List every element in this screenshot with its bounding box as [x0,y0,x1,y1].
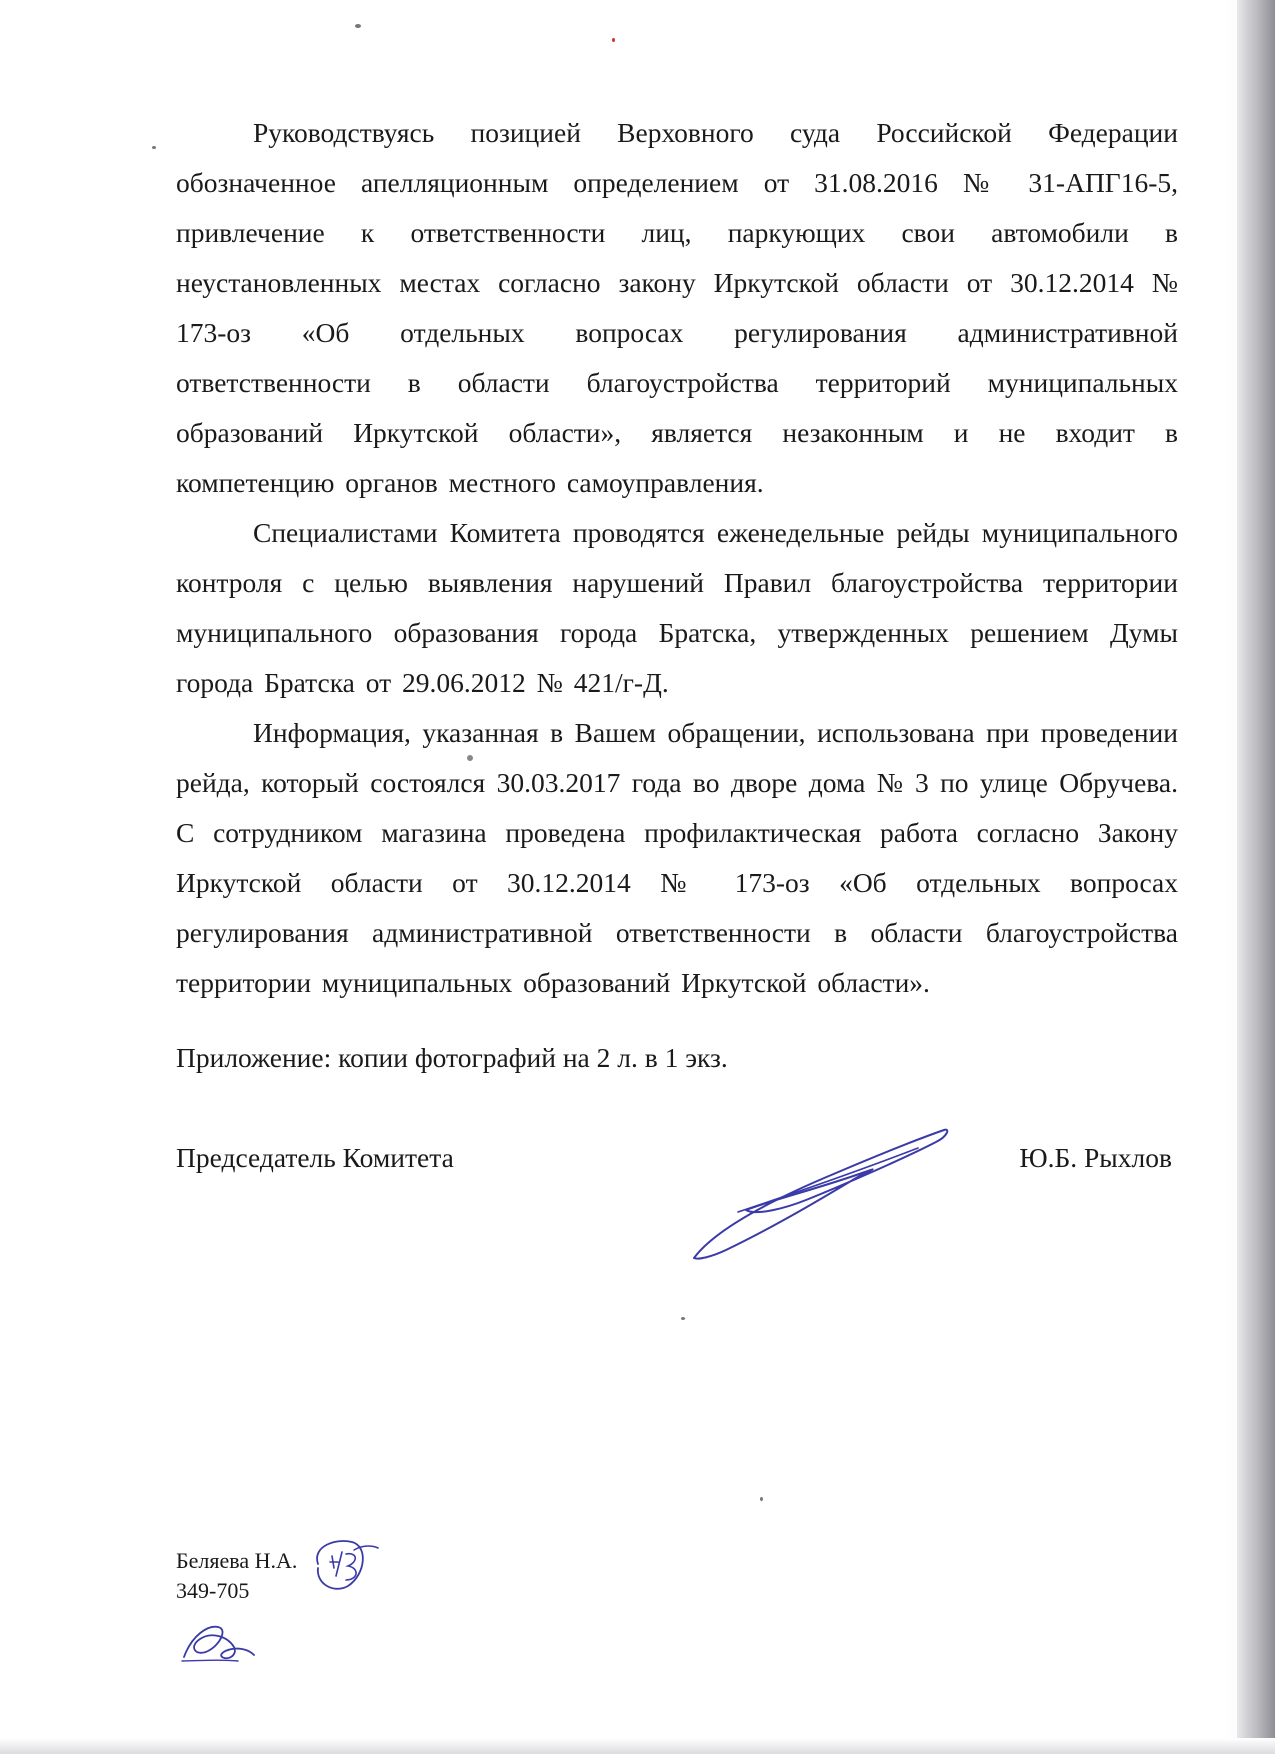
executor-block [176,1546,297,1606]
executor-phone: 349-705 [176,1578,250,1603]
handwritten-flourish [178,1617,258,1667]
scan-speck [681,1317,685,1320]
paragraph: Специалистами Комитета проводятся еженедельные рейды муниципального контроля с целью выявления нарушений Правил благоустройства территории муниципального образования города Братска, утвержденных решением Думы города Братска от 29.06.2012 № 421/г-Д. [176,517,1178,698]
handwritten-initials [308,1534,380,1594]
paragraph: Руководствуясь позицией Верховного суда Российской Федерации обозначенное апелляционным определением от 31.08.2016 № 31-АПГ16-5, привлечение к ответственности лиц, паркующих свои автомобили в неустановленных местах согласно закону Иркутской области от 30.12.2014 № 173-оз «Об отдельных вопросах регулирования административной ответственности в области благоустройства территорий муниципальных образований Иркутской области», является незаконным и не входит в компетенцию органов местного самоуправления. [176,117,1178,498]
handwritten-signature [686,1118,956,1268]
signatory-name: Ю.Б. Рыхлов [1019,1142,1172,1173]
scan-edge-shadow [1237,0,1275,1754]
scan-speck [612,38,615,42]
scan-bottom-edge [0,1738,1275,1754]
scan-speck [355,24,361,28]
scan-speck [760,1497,763,1501]
paragraph: Информация, указанная в Вашем обращении, использована при проведении рейда, который состоялся 30.03.2017 года во дворе дома № 3 по улице Обручева. С сотрудником магазина проведена профилактическая работа согласно Закону Иркутской области от 30.12.2014 № 173-оз «Об отдельных вопросах регулирования административной ответственности в области благоустройства территории муниципальных образований Иркутской области». [176,717,1178,998]
scan-speck [152,146,156,149]
signatory-title: Председатель Комитета [176,1142,454,1173]
letter-body [176,108,1178,1008]
attachment-note: Приложение: копии фотографий на 2 л. в 1 экз. [176,1042,728,1073]
executor-name: Беляева Н.А. [176,1548,298,1573]
